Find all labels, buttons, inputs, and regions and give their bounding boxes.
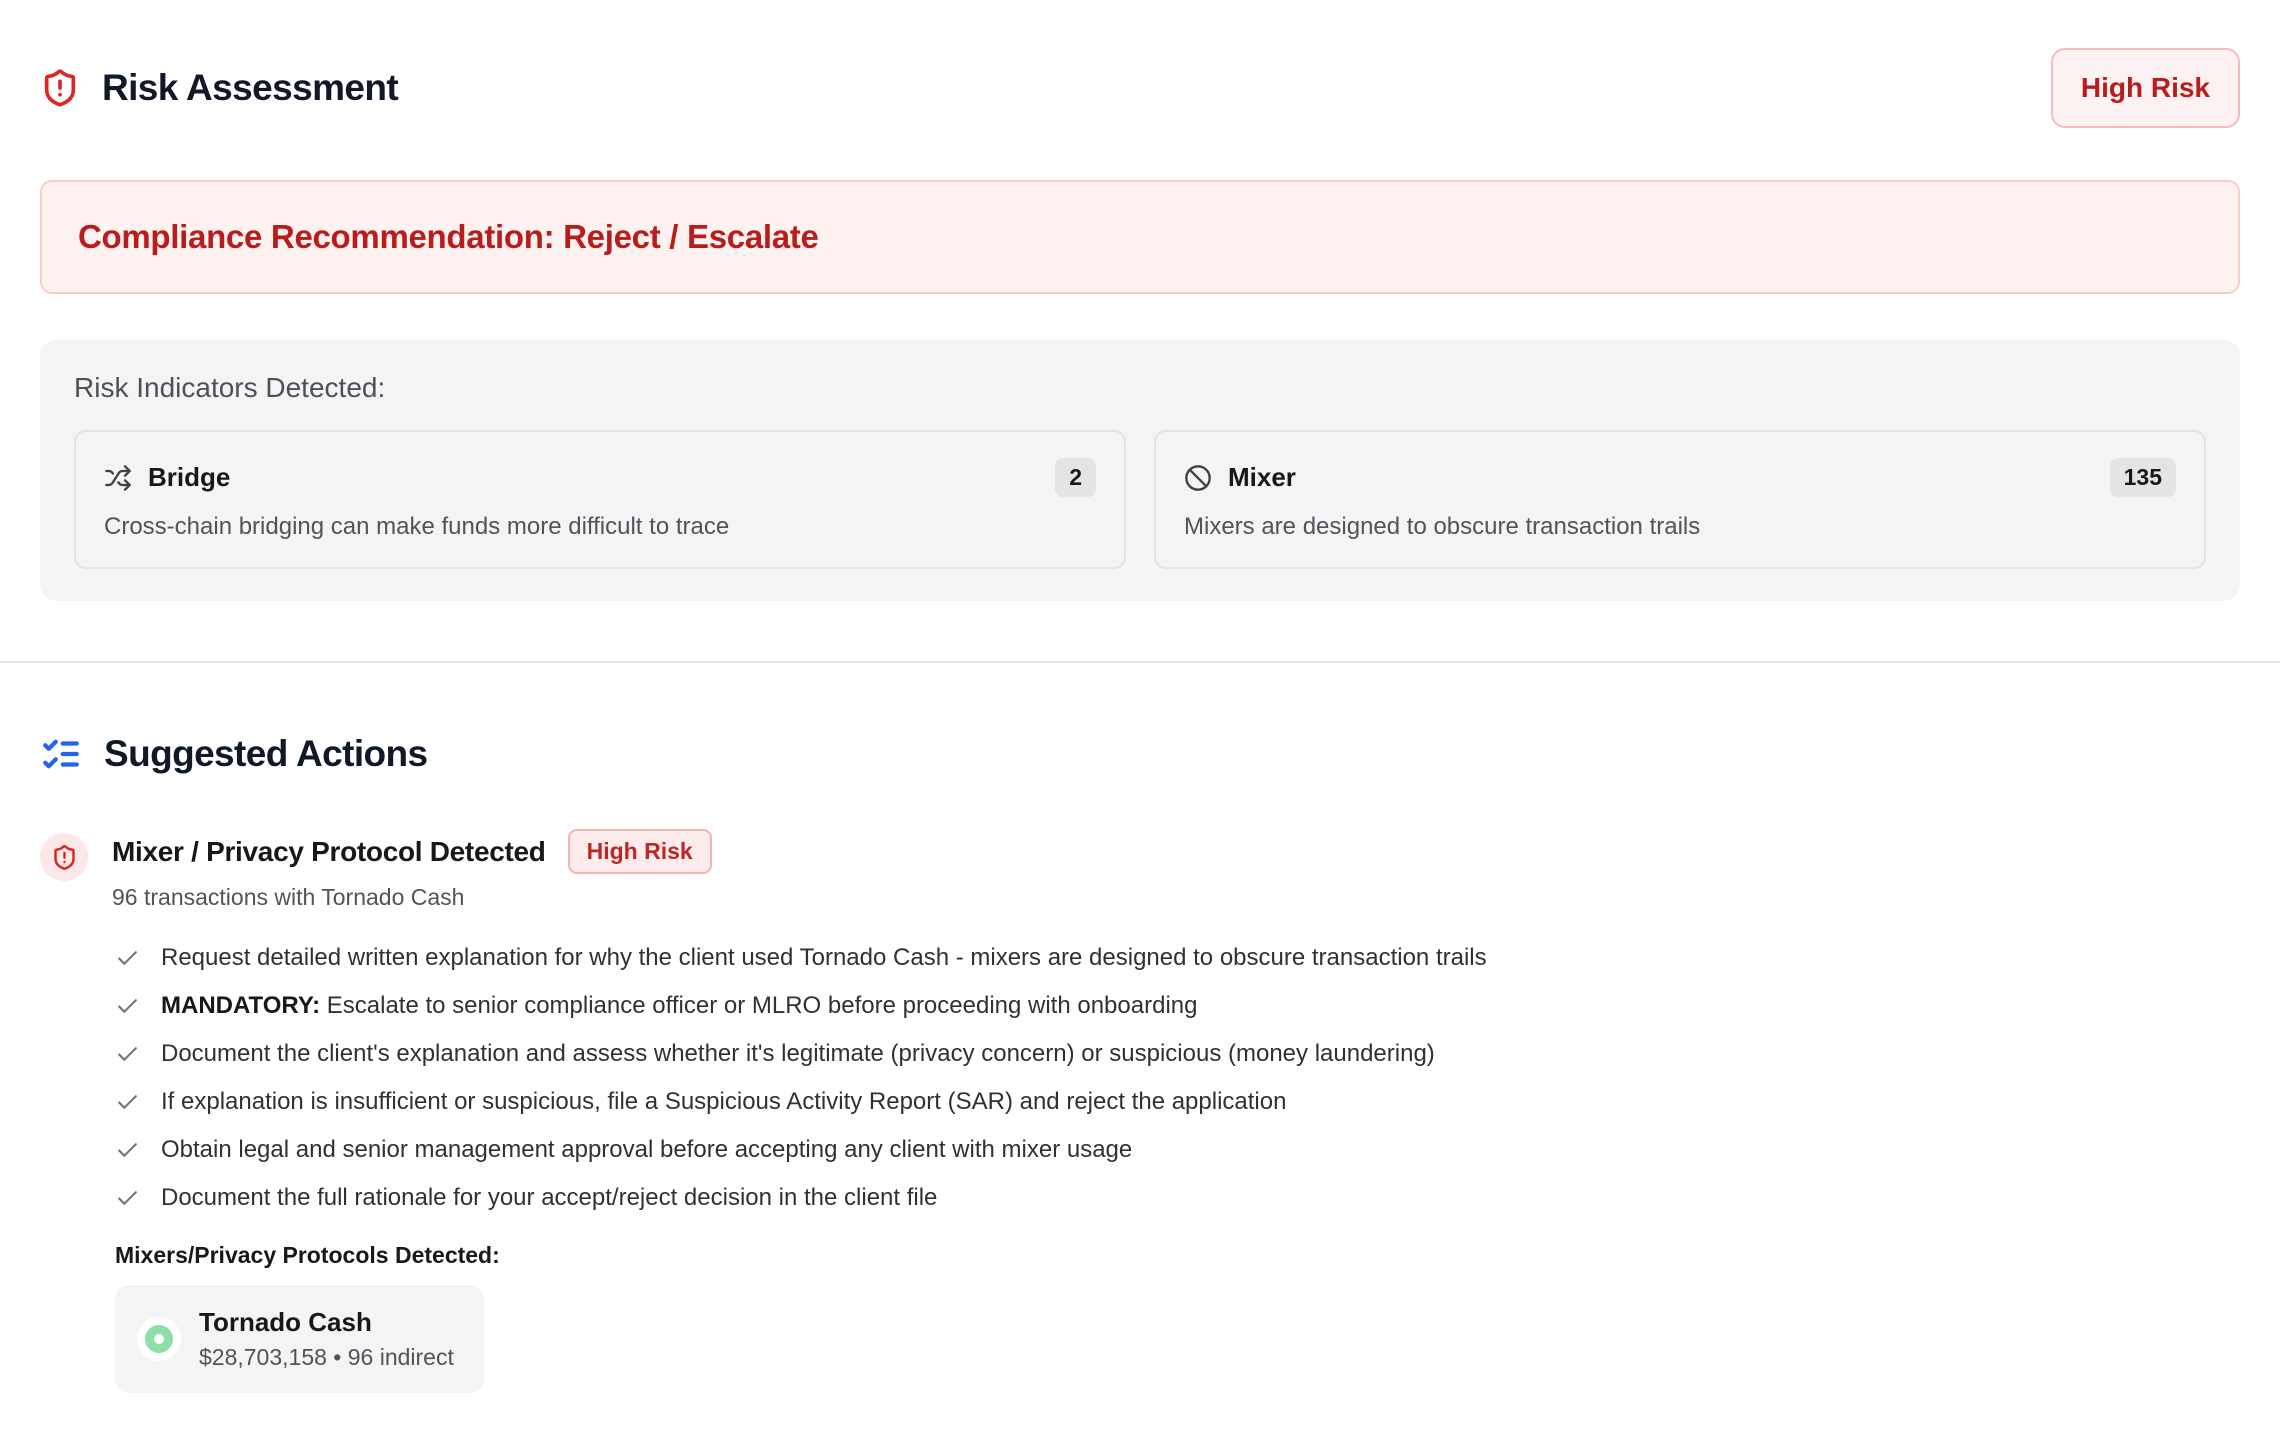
compliance-recommendation-text: Compliance Recommendation: Reject / Escalate [78, 218, 819, 255]
check-icon [115, 1042, 140, 1067]
risk-indicators-label: Risk Indicators Detected: [74, 372, 386, 403]
action-checklist [115, 941, 2240, 1214]
action-item [115, 1037, 2240, 1070]
protocol-name: Tornado Cash [199, 1307, 372, 1337]
risk-indicators-panel [40, 340, 2240, 601]
suggested-actions-title: Suggested Actions [104, 733, 428, 774]
section-divider [0, 661, 2280, 663]
indicator-description: Mixers are designed to obscure transaction trails [1184, 513, 1701, 540]
finding-subtitle: 96 transactions with Tornado Cash [112, 884, 465, 910]
indicator-name: Mixer [1228, 462, 1296, 492]
check-icon [115, 1090, 140, 1115]
tornado-cash-logo-icon [137, 1317, 181, 1361]
action-item [115, 1085, 2240, 1118]
action-item [115, 941, 2240, 974]
action-text: Request detailed written explanation for why the client used Tornado Cash - mixers are designed to obscure transaction trails [161, 944, 1487, 971]
indicator-description: Cross-chain bridging can make funds more difficult to trace [104, 513, 730, 540]
list-checks-icon [40, 733, 82, 775]
indicator-count-badge: 135 [2110, 458, 2176, 497]
action-item [115, 1181, 2240, 1214]
protocol-detail: $28,703,158 • 96 indirect [199, 1344, 454, 1370]
page-header [40, 52, 2240, 124]
check-icon [115, 994, 140, 1019]
indicator-count-badge: 2 [1055, 458, 1096, 497]
suggested-actions-header [40, 733, 2240, 775]
shuffle-icon [104, 464, 132, 492]
compliance-recommendation-banner [40, 180, 2240, 294]
protocol-card-tornado-cash[interactable] [115, 1285, 484, 1393]
risk-indicator-grid [74, 430, 2206, 569]
action-text: If explanation is insufficient or suspicious, file a Suspicious Activity Report (SAR) and reject the application [161, 1088, 1287, 1115]
finding-header [40, 829, 2240, 911]
protocols-detected-label: Mixers/Privacy Protocols Detected: [115, 1242, 500, 1268]
action-text: Document the full rationale for your accept/reject decision in the client file [161, 1184, 938, 1211]
action-text: Obtain legal and senior management approval before accepting any client with mixer usage [161, 1136, 1133, 1163]
action-item [115, 989, 2240, 1022]
ban-icon [1184, 464, 1212, 492]
finding-title: Mixer / Privacy Protocol Detected [112, 835, 546, 867]
shield-alert-icon [40, 68, 80, 108]
indicator-name: Bridge [148, 462, 231, 492]
overall-risk-badge: High Risk [2051, 48, 2240, 128]
action-text: Document the client's explanation and assess whether it's legitimate (privacy concern) or suspicious (money laundering) [161, 1040, 1435, 1067]
shield-alert-icon [51, 844, 78, 871]
check-icon [115, 1186, 140, 1211]
page-title: Risk Assessment [102, 67, 399, 108]
indicator-card-mixer[interactable] [1154, 430, 2206, 569]
check-icon [115, 946, 140, 971]
action-bold-prefix: MANDATORY: [161, 992, 321, 1019]
action-text: Escalate to senior compliance officer or MLRO before proceeding with onboarding [326, 992, 1198, 1019]
indicator-card-bridge[interactable] [74, 430, 1126, 569]
check-icon [115, 1138, 140, 1163]
finding-risk-badge: High Risk [568, 829, 712, 874]
action-item [115, 1133, 2240, 1166]
finding-icon-circle [40, 833, 88, 881]
